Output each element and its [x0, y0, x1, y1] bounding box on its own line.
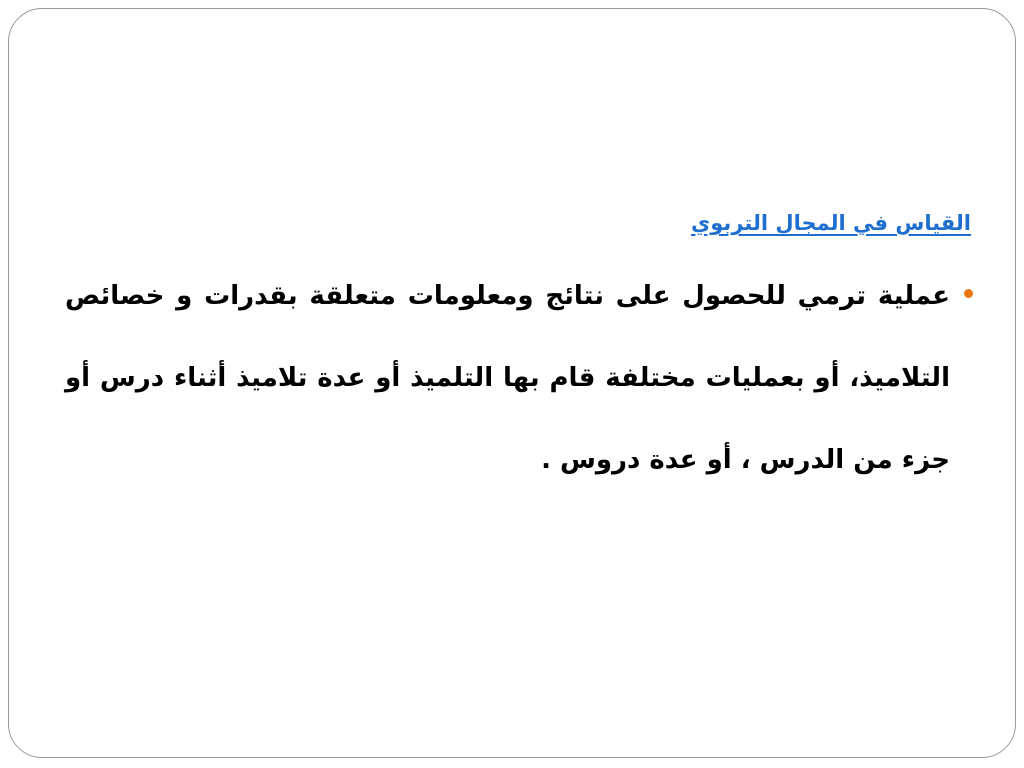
slide-frame [8, 8, 1016, 758]
slide-content [65, 199, 975, 501]
bullet-item [65, 255, 975, 501]
bullet-dot-icon [964, 289, 973, 298]
slide-heading: القياس في المجال التربوي [691, 211, 971, 235]
bullet-text: عملية ترمي للحصول على نتائج ومعلومات متعلقة بقدرات و خصائص التلاميذ، أو بعمليات مختلفة قام بها التلميذ أو عدة تلاميذ أثناء درس أو جزء من الدرس ، أو عدة دروس . [65, 281, 950, 475]
